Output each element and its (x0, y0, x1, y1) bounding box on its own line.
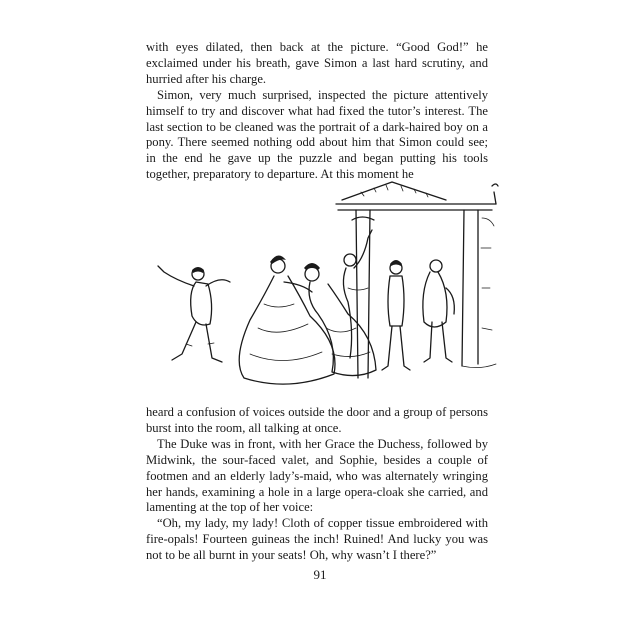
text-block-bottom (146, 405, 488, 564)
illustration-group-entering-room (146, 178, 500, 400)
paragraph: Simon, very much surprised, inspected the picture attentively himself to try and discover what had fixed the tutor’s interest. The last section to be cleaned was the portrait of a dark-haired boy on a pony. There seemed nothing odd about him that Simon could see; in the end he gave up the puzzle and began putting his tools together, preparatory to departure. At this moment he (146, 87, 488, 182)
figure-lady-gown-left (239, 255, 335, 384)
figure-striding-man (158, 266, 230, 362)
figure-elderly-man (423, 260, 454, 362)
paragraph: The Duke was in front, with her Grace the Duchess, followed by Midwink, the sour-faced valet, and Sophie, besides a couple of footmen and an elderly lady’s-maid, who was alternately wringing her hands, examining a hole in a large opera-cloak she carried, and lamenting at the top of her voice: (146, 436, 488, 515)
doorway-drawing (336, 182, 498, 378)
figure-footman (382, 260, 410, 370)
page-number: 91 (313, 567, 327, 582)
figure-lady-center (304, 263, 376, 376)
text-block-top (146, 40, 488, 183)
paragraph-continuation: with eyes dilated, then back at the picture. “Good God!” he exclaimed under his breath, gave Simon a last hard scrutiny, and hurried after his charge. (146, 40, 488, 86)
paragraph-dialogue: “Oh, my lady, my lady! Cloth of copper tissue embroidered with fire-opals! Fourteen guineas the inch! Ruined! And lucky you was not to be all burnt in your seats! Oh, why wasn’t I there?” (146, 516, 488, 563)
paragraph-continuation: heard a confusion of voices outside the door and a group of persons burst into the room, all talking at once. (146, 405, 488, 435)
